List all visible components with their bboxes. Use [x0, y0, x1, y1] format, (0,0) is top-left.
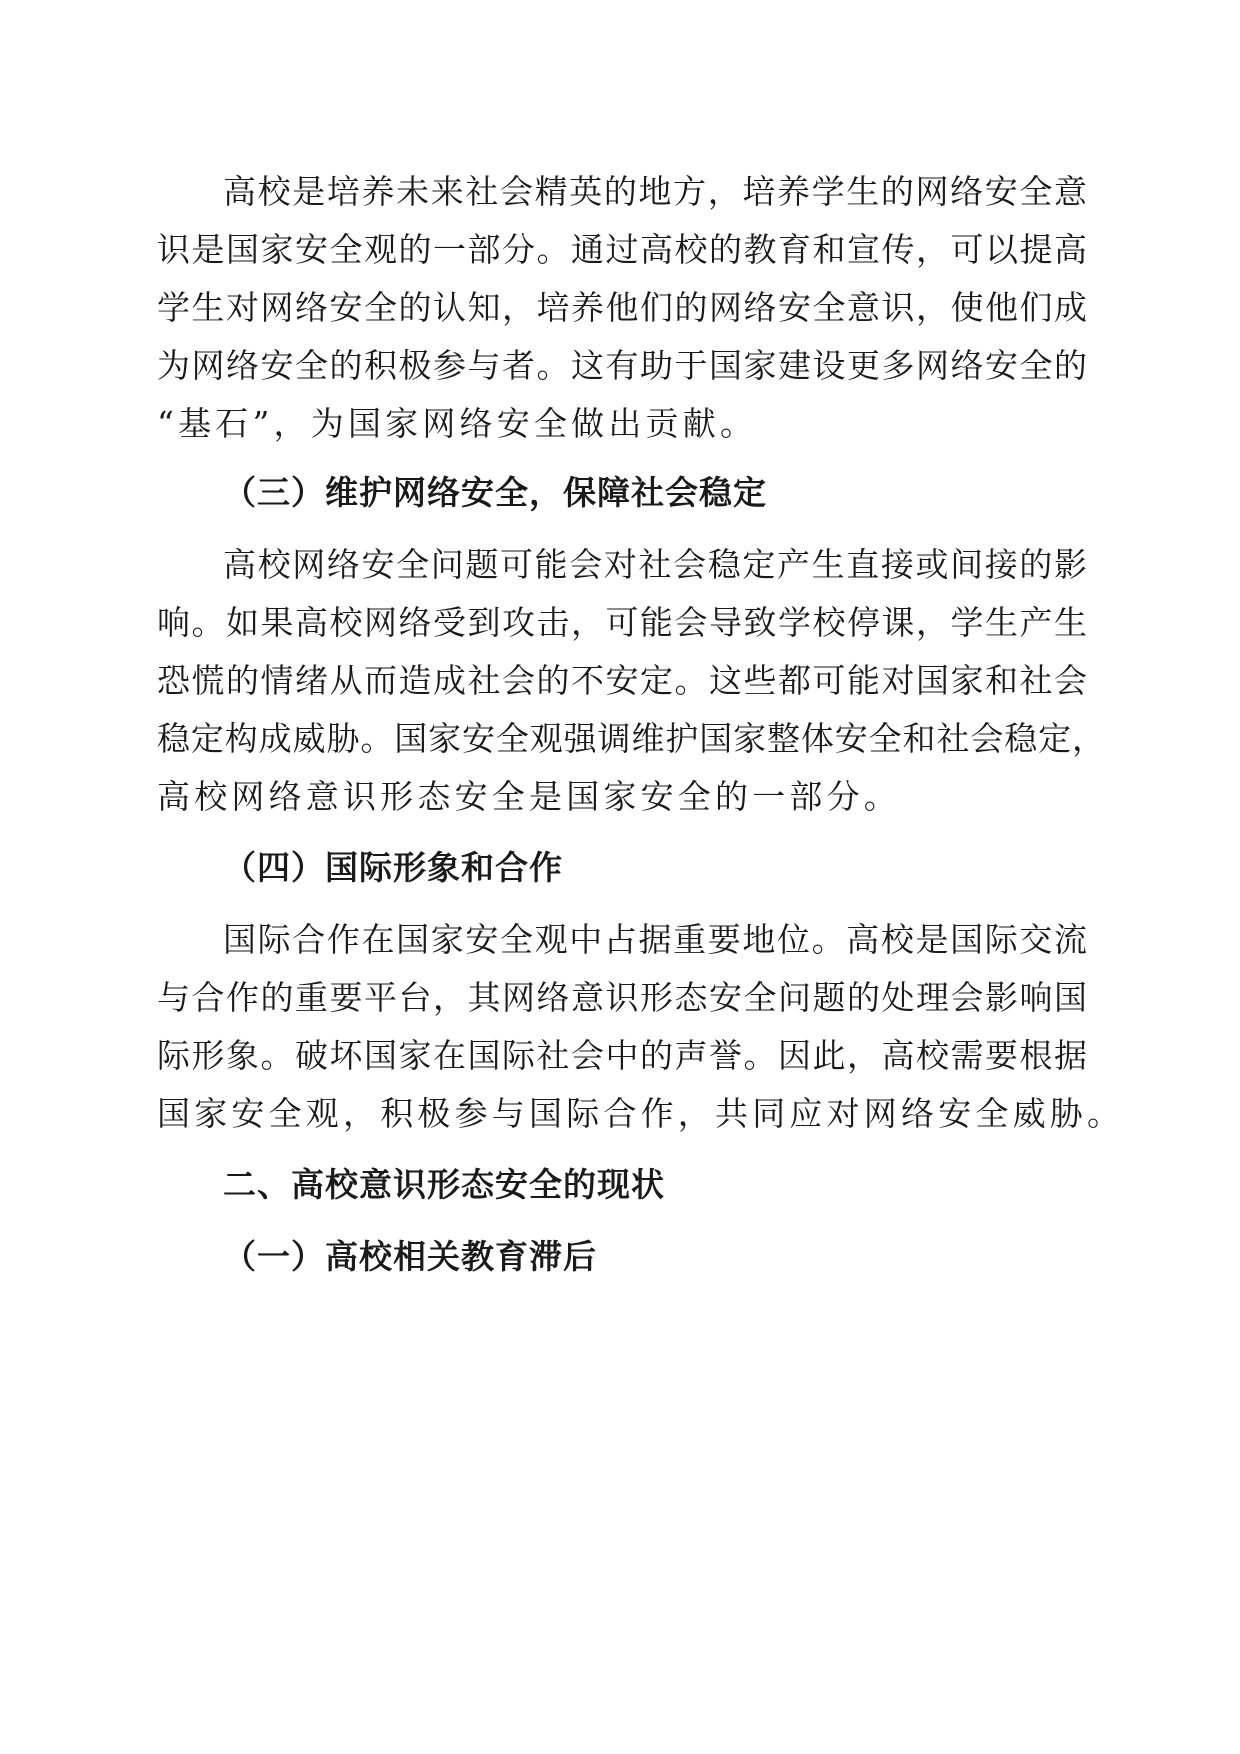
paragraph-1-line-2: 识是国家安全观的一部分。通过高校的教育和宣传，可以提高 [157, 230, 1087, 269]
paragraph-1-line-5: “基石”，为国家网络安全做出贡献。 [157, 404, 758, 443]
paragraph-3-line-2: 与合作的重要平台，其网络意识形态安全问题的处理会影响国 [157, 978, 1087, 1017]
paragraph-1-line-4: 为网络安全的积极参与者。这有助于国家建设更多网络安全的 [157, 346, 1087, 385]
chapter-heading-2: 二、高校意识形态安全的现状 [223, 1165, 665, 1204]
paragraph-2-line-4: 稳定构成威胁。国家安全观强调维护国家整体安全和社会稳定， [157, 719, 1105, 758]
paragraph-2-line-3: 恐慌的情绪从而造成社会的不安定。这些都可能对国家和社会 [157, 661, 1087, 700]
section-heading-3: （三）维护网络安全，保障社会稳定 [223, 473, 767, 512]
paragraph-3-line-3: 际形象。破坏国家在国际社会中的声誉。因此，高校需要根据 [157, 1036, 1087, 1075]
paragraph-3-line-4: 国家安全观，积极参与国际合作，共同应对网络安全威胁。 [157, 1094, 1125, 1133]
paragraph-1-line-1: 高校是培养未来社会精英的地方，培养学生的网络安全意 [223, 172, 1087, 211]
section-heading-2-1: （一）高校相关教育滞后 [223, 1237, 597, 1276]
paragraph-2-line-5: 高校网络意识形态安全是国家安全的一部分。 [157, 777, 901, 816]
paragraph-3-line-1: 国际合作在国家安全观中占据重要地位。高校是国际交流 [223, 920, 1087, 959]
section-heading-4: （四）国际形象和合作 [223, 848, 563, 887]
paragraph-2-line-2: 响。如果高校网络受到攻击，可能会导致学校停课，学生产生 [157, 603, 1087, 642]
paragraph-2-line-1: 高校网络安全问题可能会对社会稳定产生直接或间接的影 [223, 545, 1087, 584]
paragraph-1-line-3: 学生对网络安全的认知，培养他们的网络安全意识，使他们成 [157, 288, 1087, 327]
